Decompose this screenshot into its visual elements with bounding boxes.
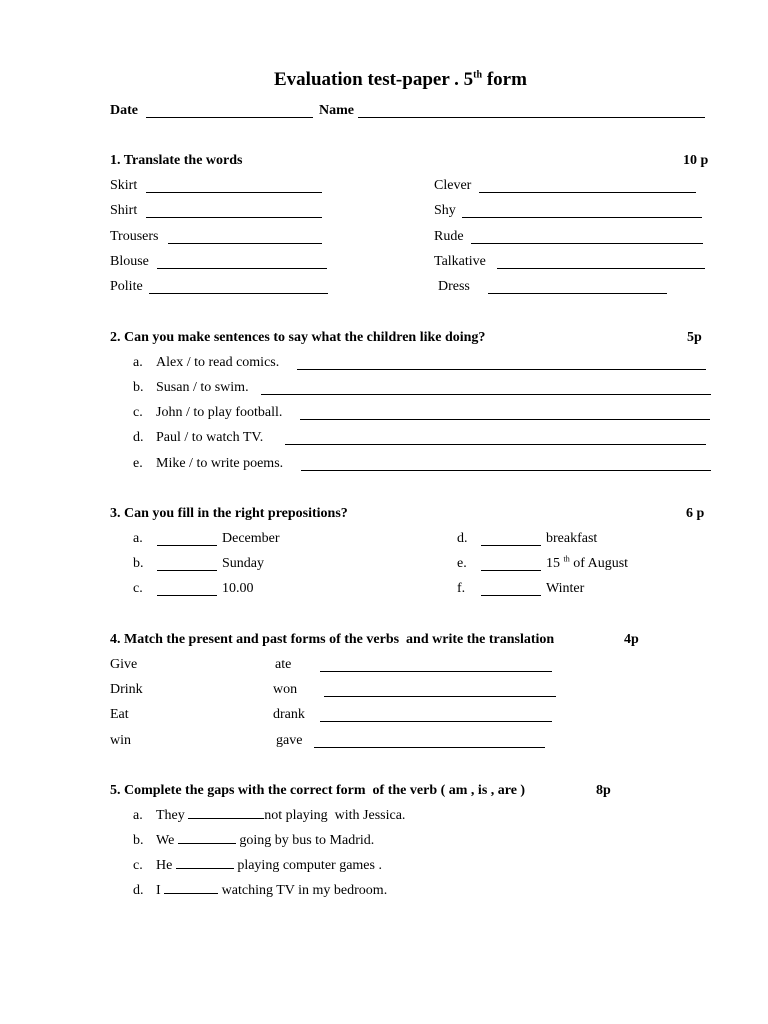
title-superscript: th: [473, 69, 483, 81]
item-prompt: Alex / to read comics.: [156, 355, 280, 370]
answer-line[interactable]: [301, 470, 711, 471]
past-verb: ate: [275, 657, 292, 672]
section-4-heading: 4. Match the present and past forms of the verbs and write the translation: [110, 632, 555, 647]
page-title: [274, 70, 527, 89]
translate-word: Skirt: [110, 178, 138, 193]
item-letter: f.: [457, 581, 466, 596]
sentence-start: We: [156, 833, 178, 848]
section-5-heading: 5. Complete the gaps with the correct form of the verb ( am , is , are ): [110, 783, 526, 798]
date-field[interactable]: [146, 117, 313, 118]
date-label: Date: [110, 103, 138, 118]
item-letter: b.: [133, 556, 144, 571]
gap-blank[interactable]: [188, 817, 264, 819]
answer-line[interactable]: [320, 721, 552, 722]
sentence-start: I: [156, 883, 165, 898]
section-1-points: 10 p: [683, 153, 709, 168]
section-4-points: 4p: [624, 632, 639, 647]
gap-word: [546, 554, 629, 571]
translate-word: Talkative: [434, 254, 486, 269]
answer-line[interactable]: [146, 217, 322, 218]
section-1-heading: 1. Translate the words: [110, 153, 243, 168]
answer-line[interactable]: [324, 696, 556, 697]
gap-word: Winter: [546, 581, 585, 596]
answer-line[interactable]: [314, 747, 545, 748]
sentence-end: playing computer games .: [233, 858, 382, 873]
section-3-heading: 3. Can you fill in the right prepositions?: [110, 506, 348, 521]
item-letter: d.: [133, 430, 144, 445]
gap-blank[interactable]: [157, 595, 217, 596]
gap-sentence: [156, 859, 382, 873]
item-letter: c.: [133, 405, 143, 420]
gap-sentence: [156, 884, 387, 898]
gap-word-tail: of August: [569, 556, 629, 571]
present-verb: Eat: [110, 707, 129, 722]
name-field[interactable]: [358, 117, 705, 118]
gap-word-number: 15: [546, 556, 560, 571]
title-main: Evaluation test-paper . 5: [274, 69, 474, 90]
translate-word: Blouse: [110, 254, 149, 269]
past-verb: won: [273, 682, 298, 697]
answer-line[interactable]: [285, 444, 706, 445]
gap-word: 10.00: [222, 581, 254, 596]
answer-line[interactable]: [471, 243, 703, 244]
past-verb: gave: [276, 733, 303, 748]
answer-line[interactable]: [149, 293, 328, 294]
item-prompt: John / to play football.: [156, 405, 283, 420]
item-letter: b.: [133, 833, 144, 848]
sentence-end: going by bus to Madrid.: [235, 833, 375, 848]
answer-line[interactable]: [300, 419, 710, 420]
present-verb: Drink: [110, 682, 143, 697]
gap-blank[interactable]: [176, 867, 234, 869]
name-label: Name: [319, 103, 354, 118]
answer-line[interactable]: [168, 243, 322, 244]
translate-word: Clever: [434, 178, 472, 193]
present-verb: win: [110, 733, 131, 748]
section-2-heading: 2. Can you make sentences to say what the children like doing?: [110, 330, 486, 345]
sentence-start: He: [156, 858, 176, 873]
translate-word: Shy: [434, 203, 456, 218]
sentence-end: watching TV in my bedroom.: [218, 883, 388, 898]
gap-word: December: [222, 531, 280, 546]
translate-word: Trousers: [110, 229, 159, 244]
answer-line[interactable]: [157, 268, 327, 269]
gap-sentence: [156, 809, 405, 823]
gap-word-superscript: th: [563, 554, 570, 564]
item-letter: c.: [133, 581, 143, 596]
gap-word: breakfast: [546, 531, 598, 546]
gap-word: Sunday: [222, 556, 264, 571]
gap-blank[interactable]: [157, 545, 217, 546]
present-verb: Give: [110, 657, 138, 672]
item-prompt: Susan / to swim.: [156, 380, 249, 395]
item-letter: a.: [133, 355, 143, 370]
title-tail: form: [482, 69, 527, 90]
answer-line[interactable]: [297, 369, 706, 370]
answer-line[interactable]: [146, 192, 322, 193]
translate-word: Shirt: [110, 203, 138, 218]
item-letter: b.: [133, 380, 144, 395]
answer-line[interactable]: [320, 671, 552, 672]
item-letter: e.: [133, 456, 143, 471]
translate-word: Polite: [110, 279, 143, 294]
sentence-end: not playing with Jessica.: [264, 808, 406, 823]
gap-blank[interactable]: [178, 842, 236, 844]
item-prompt: Mike / to write poems.: [156, 456, 284, 471]
gap-blank[interactable]: [157, 570, 217, 571]
item-letter: e.: [457, 556, 467, 571]
section-5-points: 8p: [596, 783, 611, 798]
answer-line[interactable]: [462, 217, 702, 218]
translate-word: Rude: [434, 229, 464, 244]
answer-line[interactable]: [497, 268, 705, 269]
item-letter: a.: [133, 531, 143, 546]
answer-line[interactable]: [261, 394, 711, 395]
item-letter: a.: [133, 808, 143, 823]
gap-blank[interactable]: [164, 892, 218, 894]
translate-word: Dress: [438, 279, 470, 294]
gap-blank[interactable]: [481, 545, 541, 546]
sentence-start: They: [156, 808, 189, 823]
section-3-points: 6 p: [686, 506, 705, 521]
answer-line[interactable]: [479, 192, 696, 193]
gap-sentence: [156, 834, 374, 848]
answer-line[interactable]: [488, 293, 667, 294]
item-letter: c.: [133, 858, 143, 873]
section-2-points: 5p: [687, 330, 702, 345]
item-prompt: Paul / to watch TV.: [156, 430, 264, 445]
item-letter: d.: [133, 883, 144, 898]
gap-blank[interactable]: [481, 595, 541, 596]
gap-blank[interactable]: [481, 570, 541, 571]
item-letter: d.: [457, 531, 468, 546]
past-verb: drank: [273, 707, 305, 722]
